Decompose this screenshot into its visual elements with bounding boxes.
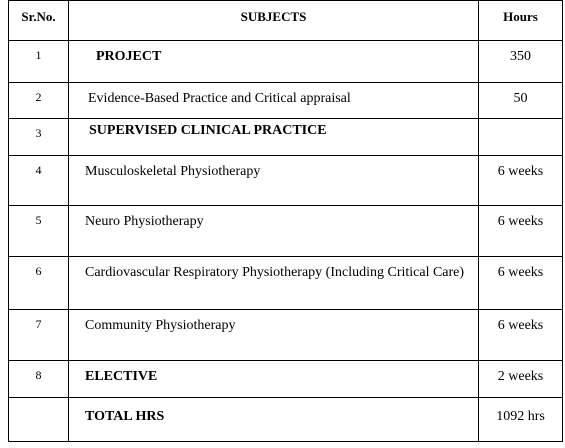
row-sr-no: 1 xyxy=(9,41,69,83)
row-sr-no: 3 xyxy=(9,119,69,156)
row-sr-no: 8 xyxy=(9,361,69,398)
table-row xyxy=(9,119,563,156)
table-row xyxy=(9,83,563,119)
row-subject: SUPERVISED CLINICAL PRACTICE xyxy=(69,119,479,156)
header-hours: Hours xyxy=(479,1,563,41)
total-hours: 1092 hrs xyxy=(479,398,563,442)
row-subject: Cardiovascular Respiratory Physiotherapy (Including Critical Care) xyxy=(69,257,479,310)
table-row xyxy=(9,361,563,398)
row-hours: 6 weeks xyxy=(479,310,563,361)
row-subject: Neuro Physiotherapy xyxy=(69,206,479,257)
row-hours: 50 xyxy=(479,83,563,119)
row-sr-no: 7 xyxy=(9,310,69,361)
header-row xyxy=(9,1,563,41)
row-sr-no: 6 xyxy=(9,257,69,310)
table-row xyxy=(9,156,563,206)
curriculum-table xyxy=(8,0,563,442)
row-hours: 6 weeks xyxy=(479,206,563,257)
header-subjects: SUBJECTS xyxy=(69,1,479,41)
total-label: TOTAL HRS xyxy=(69,398,479,442)
table-row xyxy=(9,41,563,83)
header-sr-no: Sr.No. xyxy=(9,1,69,41)
row-subject: Evidence-Based Practice and Critical appraisal xyxy=(69,83,479,119)
row-sr-no: 2 xyxy=(9,83,69,119)
row-sr-no xyxy=(9,398,69,442)
row-sr-no: 5 xyxy=(9,206,69,257)
table-row xyxy=(9,257,563,310)
row-hours: 6 weeks xyxy=(479,156,563,206)
row-sr-no: 4 xyxy=(9,156,69,206)
row-subject: ELECTIVE xyxy=(69,361,479,398)
row-hours: 2 weeks xyxy=(479,361,563,398)
row-subject: PROJECT xyxy=(69,41,479,83)
row-hours xyxy=(479,119,563,156)
table-row xyxy=(9,310,563,361)
total-row xyxy=(9,398,563,442)
row-subject: Community Physiotherapy xyxy=(69,310,479,361)
table-row xyxy=(9,206,563,257)
row-hours: 350 xyxy=(479,41,563,83)
row-hours: 6 weeks xyxy=(479,257,563,310)
row-subject: Musculoskeletal Physiotherapy xyxy=(69,156,479,206)
